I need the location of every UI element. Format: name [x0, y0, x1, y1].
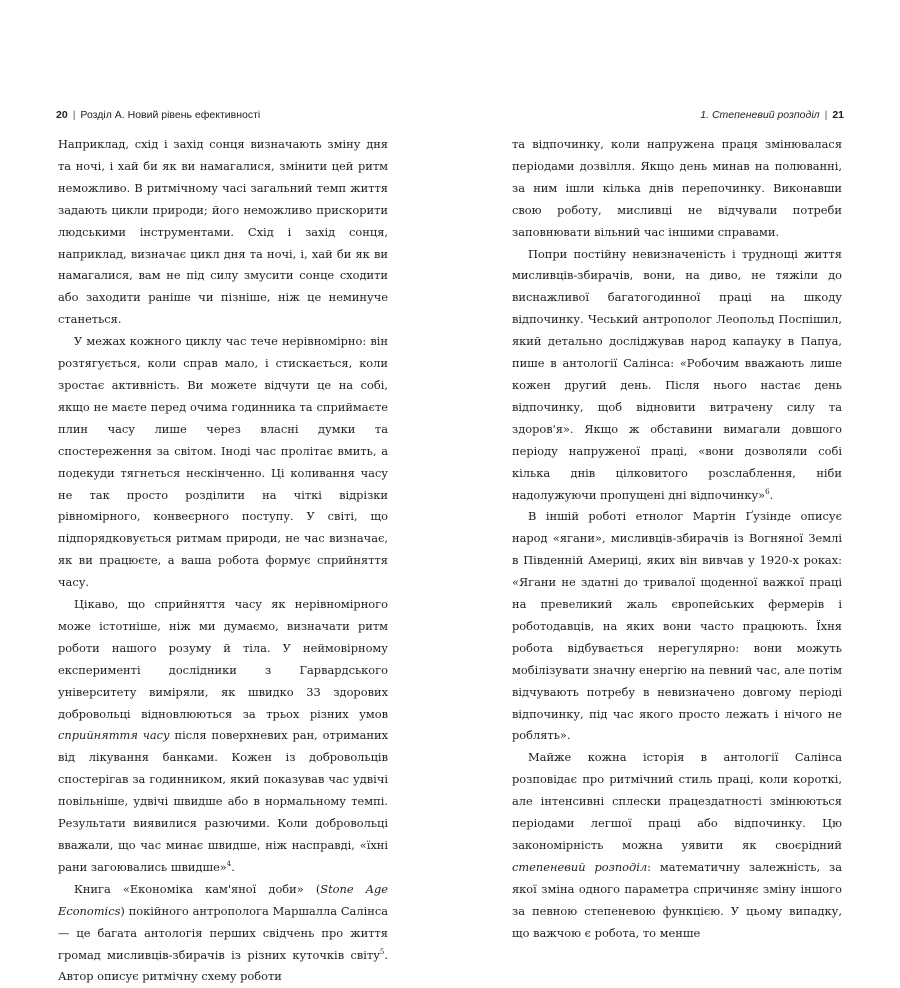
left-chapter-title: Розділ А. Новий рівень ефективності	[80, 109, 261, 121]
footnote-ref[interactable]: 4	[226, 860, 232, 869]
emphasis: сприйняття часу	[58, 728, 170, 743]
footnote-ref[interactable]: 6	[765, 487, 770, 496]
paragraph: Цікаво, що сприйняття часу як нерівномірного може істотніше, ніж ми думаємо, визначати ритм роботи нашого розуму й тіла. У неймовірному експерименті дослідники з Гарвардського університету виміряли, як швидко 33 здорових добровольці відновлюються за трьох різних умов сприйняття часу після поверхневих ран, отриманих від лікування банками. Кожен із добровольців спостерігав за годинником, який показував час удвічі повільніше, удвічі швидше або в нормальному темпі. Результати виявилися разючими. Коли добровольці вважали, що час минає швидше, ніж насправді, «їхні рани загоювались швидше»$^4$.	[58, 597, 388, 874]
paragraph: Книга «Економіка кам'яної доби» (Stone Age Economics) покійного антрополога Маршалла Салінса — це багата антологія перших свідчень про життя громад мисливців-збирачів із різних куточків світу$^5$. Автор описує ритмічну схему роботи	[58, 881, 388, 984]
right-chapter-title: 1. Степеневий розподіл	[700, 109, 820, 121]
paragraph: Наприклад, схід і захід сонця визначають зміну дня та ночі, і хай би як ви намагалися, змінити цей ритм неможливо. В ритмічному часі загальний темп життя задають цикли природи; його неможливо прискорити людськими інструментами. Схід і захід сонця, наприклад, визначає цикл дня та ночі, і, хай би як ви намагалися, вам не під силу змусити сонце сходити або заходити раніше чи пізніше, ніж це неминуче станеться.	[58, 137, 388, 327]
paragraph: У межах кожного циклу час тече нерівномірно: він розтягується, коли справ мало, і стискається, коли зростає активність. Ви можете відчути це на собі, якщо не маєте перед очима годинника та сприймаєте плин часу лише через власні думки та спостереження за світом. Іноді час пролітає вмить, а подекуди тягнеться нескінченно. Ці коливання часу не так просто розділити на чіткі відрізки рівномірного, конвеєрного поступу. У світі, що підпорядковується ритмам природи, не час визначає, як ви працюєте, а ваша робота формує сприйняття часу.	[58, 334, 388, 590]
right-page-number: 21	[832, 109, 844, 121]
paragraph: та відпочинку, коли напружена праця змінювалася періодами дозвілля. Якщо день минав на полюванні, за ним ішли кілька днів перепочинку. Виконавши свою роботу, мисливці не відчували потреби заповнювати вільний час іншими справами.	[512, 137, 842, 239]
header-separator: |	[72, 109, 76, 121]
right-page	[450, 0, 900, 940]
paragraph: Майже кожна історія в антології Салінса розповідає про ритмічний стиль праці, коли короткі, але інтенсивні сплески працездатності змінюються періодами легшої праці або відпочинку. Цю закономірність можна уявити як своєрідний степеневий розподіл: математичну залежність, за якої зміна одного параметра спричиняє зміну іншого за певною степеневою функцією. У цьому випадку, що важчою є робота, то менше	[512, 750, 842, 940]
paragraph: Попри постійну невизначеність і труднощі життя мисливців-збирачів, вони, на диво, не тяжіли до виснажливої багатогодинної праці на шкоду відпочинку. Чеський антрополог Леопольд Поспішил, який детально досліджував народ капауку в Папуа, пише в антології Салінса: «Робочим вважають лише кожен другий день. Після нього настає день відпочинку, щоб відновити витрачену силу та здоров'я». Якщо ж обставини вимагали довшого періоду напруженої праці, «вони дозволяли собі кілька днів цілковитого розслаблення, ніби надолужуючи пропущені дні відпочинку»$^6$.	[512, 246, 842, 502]
right-body-text	[512, 134, 842, 945]
emphasis: Stone Age Economics	[58, 881, 388, 918]
footnote-ref[interactable]: 5	[379, 947, 385, 956]
left-page-number: 20	[56, 109, 68, 121]
left-running-header	[56, 107, 260, 123]
emphasis: степеневий розподіл	[512, 859, 648, 874]
left-page	[0, 0, 450, 984]
paragraph: В іншій роботі етнолог Мартін Ґузінде описує народ «ягани», мисливців-збирачів із Вогняної Землі в Південній Америці, яких він вивчав у 1920-х роках: «Ягани не здатні до тривалої щоденної важкої праці на превеликий жаль європейських фермерів і роботодавців, на яких вони часто працюють. Їхня робота відбувається нерегулярно: вони можуть мобілізувати значну енергію на певний час, але потім відчувають потребу в невизначено довгому періоді відпочинку, під час якого просто лежать і нічого не роблять».	[512, 509, 842, 743]
left-body-text	[58, 134, 388, 988]
right-running-header	[700, 107, 844, 123]
header-separator: |	[824, 109, 828, 121]
